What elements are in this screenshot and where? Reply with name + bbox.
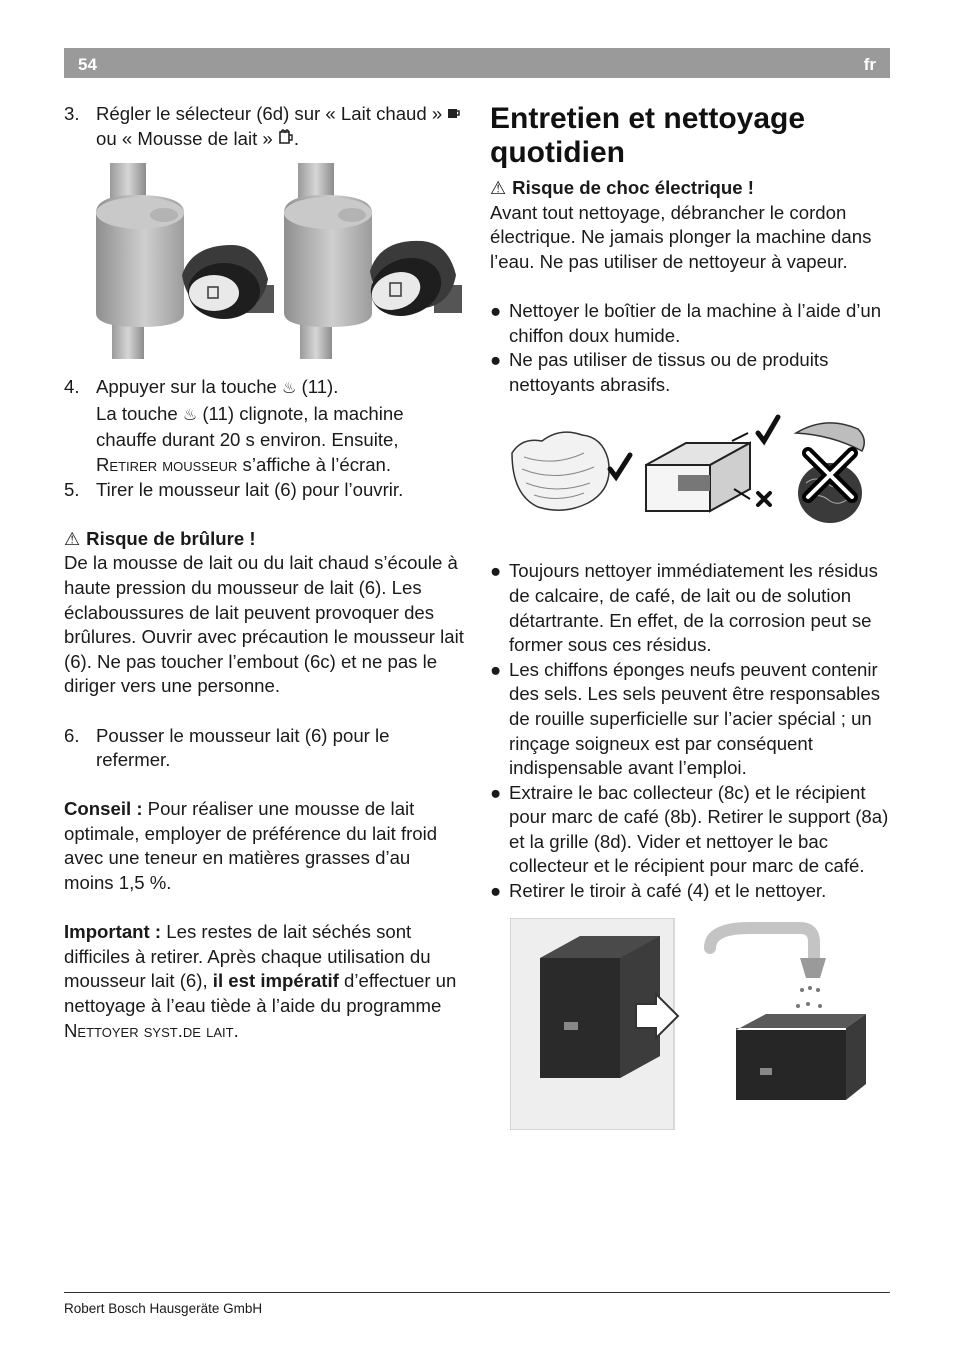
selector-illustration [96, 163, 466, 359]
cup-icon [447, 106, 461, 120]
tip-paragraph: Conseil : Pour réaliser une mousse de lait optimale, employer de préférence du lait froid avec une teneur en matières grasses d’au moins 1,5 %. [64, 798, 438, 894]
steel-wool-icon [796, 423, 864, 523]
warning-icon: ⚠ [490, 178, 507, 198]
steam-icon: ♨ [282, 380, 297, 398]
list-item: ● Extraire le bac collecteur (8c) et le récipient pour marc de café (8b). Retirer le support (8a) et la grille (8d). Vider et nettoyer le bac collecteur et le récipient pour marc de café. [490, 781, 889, 877]
coffee-drawer-illustration [510, 918, 874, 1130]
shock-warning-title: ⚠ Risque de choc électrique ! [490, 177, 754, 198]
selector-hot-milk [96, 163, 274, 359]
language-code: fr [863, 55, 876, 74]
cleaning-materials-illustration [506, 413, 886, 531]
left-column [64, 102, 464, 1043]
list-item: ● Retirer le tiroir à café (4) et le nettoyer. [490, 880, 827, 902]
list-item: ● Nettoyer le boîtier de la machine à l’aide d’un chiffon doux humide. [490, 299, 882, 346]
warning-icon: ⚠ [64, 528, 81, 549]
sponge-icon [646, 417, 778, 511]
page-header [64, 48, 890, 78]
shock-warning-text: Avant tout nettoyage, débrancher le cordon électrique. Ne jamais plonger la machine dans l’eau. Ne pas utiliser de nettoyeur à vapeur. [490, 201, 872, 272]
soft-cloth-icon [512, 432, 630, 510]
footer: Robert Bosch Hausgeräte GmbH [64, 1292, 890, 1317]
steam-icon: ♨ [182, 406, 198, 424]
burn-warning-title: ⚠ Risque de brûlure ! [64, 527, 256, 549]
burn-warning-text: De la mousse de lait ou du lait chaud s’écoule à haute pression du mousseur de lait (6). Les éclaboussures de lait peuvent provoquer des brûlures. Ouvrir avec précaution le mousseur lait (6). Ne pas toucher l’embout (6c) et ne pas le diriger vers une personne. [64, 552, 464, 697]
section-title: Entretien et nettoyage quotidien [490, 102, 806, 169]
step-6: 6. Pousser le mousseur lait (6) pour le refermer. [64, 724, 390, 771]
step-3: 3. Régler le sélecteur (6d) sur « Lait chaud » ou « Mousse de lait » . [64, 102, 464, 151]
step-5: 5. Tirer le mousseur lait (6) pour l’ouvrir. [64, 478, 404, 500]
list-item: ● Toujours nettoyer immédiatement les résidus de calcaire, de café, de lait ou de solution détartrante. En effet, de la corrosion peut se former sous ces résidus. [490, 560, 878, 656]
list-item: ● Ne pas utiliser de tissus ou de produits nettoyants abrasifs. [490, 349, 829, 395]
important-paragraph: Important : Les restes de lait séchés sont difficiles à retirer. Après chaque utilisation du mousseur lait (6), il est impératif d’effectuer un nettoyage à l’eau tiède à l’aide du programme Nettoyer syst.de lait. [64, 921, 457, 1041]
right-column [490, 102, 890, 1130]
mug-icon [278, 127, 294, 145]
drawer-rinsing-image [710, 928, 866, 1100]
list-item: ● Les chiffons éponges neufs peuvent contenir des sels. Les sels peuvent être responsables de rouille superficielle sur l’acier spécial ; un rinçage soigneux est par conséquent indispensable avant l’emploi. [490, 658, 881, 779]
page-number: 54 [78, 55, 97, 74]
selector-milk-foam [284, 163, 462, 359]
drawer-removal-image [510, 918, 678, 1130]
step-4: 4. Appuyer sur la touche ♨ (11). La touche ♨ (11) clignote, la machine chauffe durant 20 s environ. Ensuite, Retirer mousseur s’affiche à l’écran. [64, 376, 404, 475]
